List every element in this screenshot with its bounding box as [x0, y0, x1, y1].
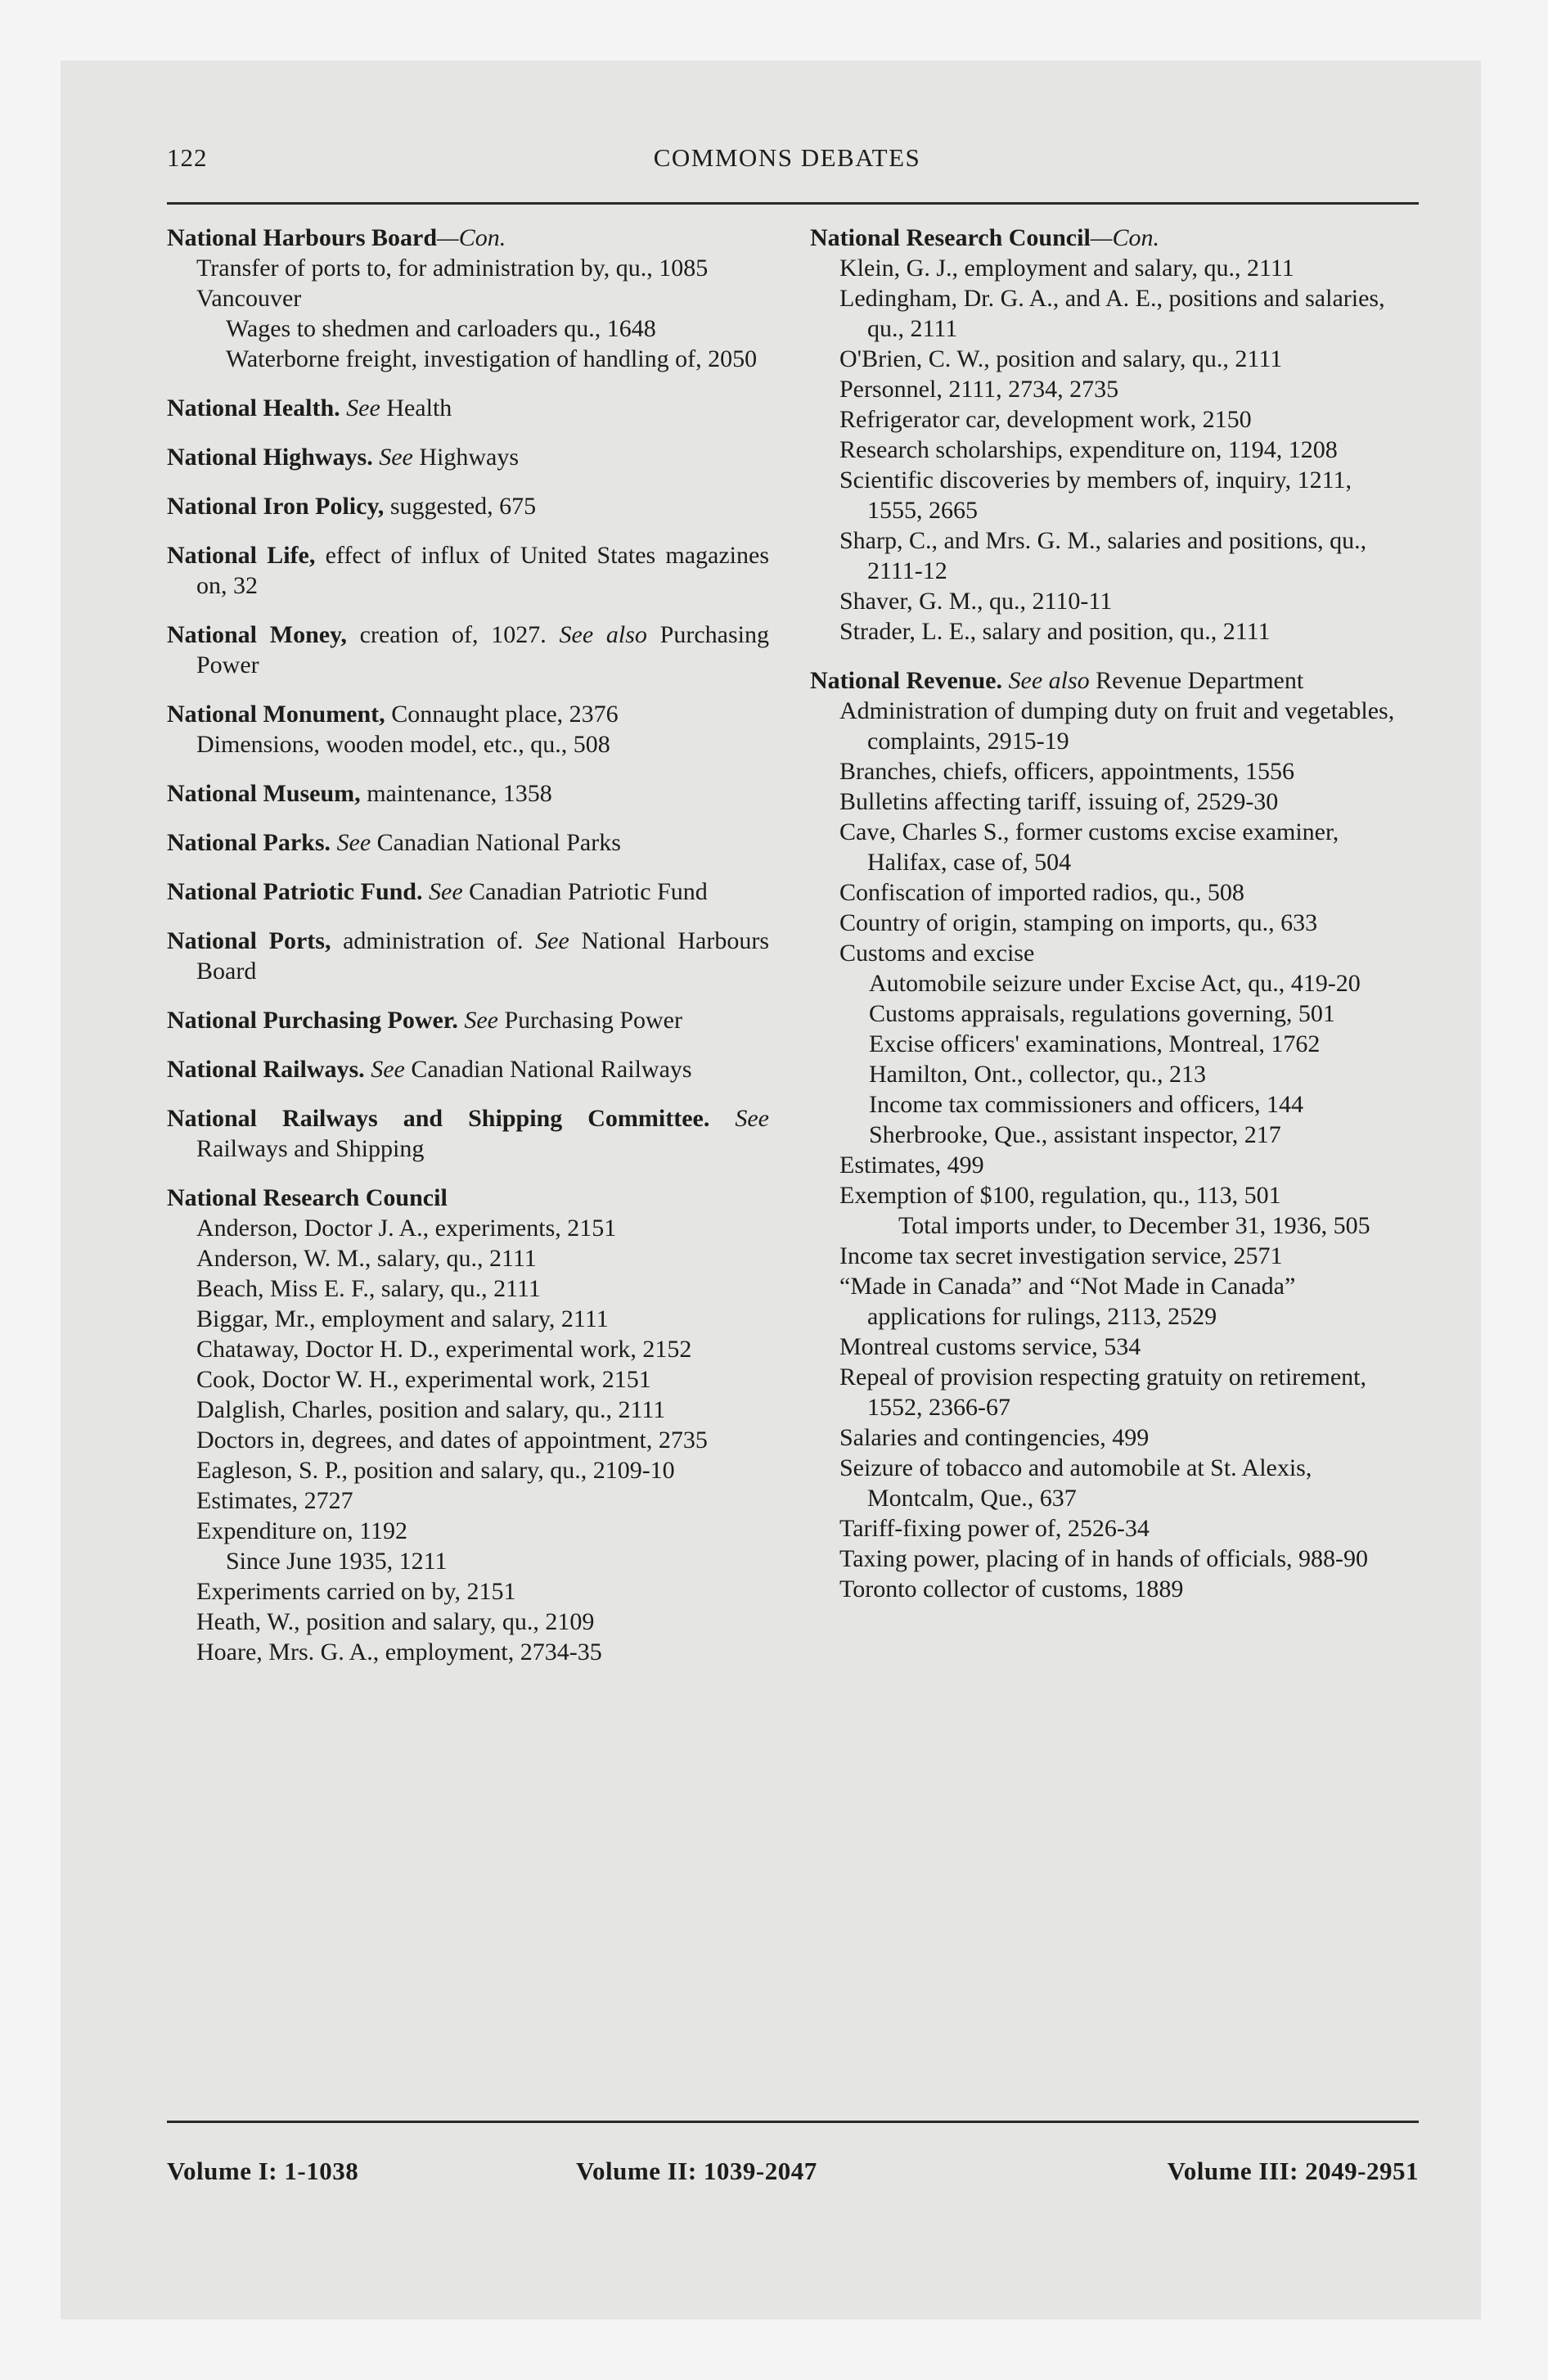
- sub-entry: Wages to shedmen and carloaders qu., 1648: [226, 315, 656, 342]
- see-reference: See: [429, 878, 463, 905]
- sub-entry: Customs and excise: [839, 940, 1035, 967]
- sub-entry: Excise officers' examinations, Montreal, 1762: [869, 1030, 1321, 1057]
- entry-text: suggested, 675: [389, 493, 537, 520]
- sub-entry-list: [810, 253, 1412, 647]
- index-entry: [167, 393, 769, 423]
- index-entry: [167, 926, 769, 986]
- sub-entry: Hamilton, Ont., collector, qu., 213: [869, 1061, 1207, 1088]
- entry-text: effect of influx of United States magazines on, 32: [196, 542, 769, 599]
- sub-entry: Confiscation of imported radios, qu., 508: [839, 879, 1244, 906]
- sub-entry: Taxing power, placing of in hands of officials, 988-90: [839, 1545, 1368, 1572]
- entry-heading: National Harbours Board: [167, 224, 438, 251]
- cross-reference: Canadian National Parks: [376, 829, 621, 856]
- sub-entry: Experiments carried on by, 2151: [196, 1578, 516, 1605]
- see-reference: See: [535, 927, 569, 954]
- entry-heading: National Research Council: [810, 224, 1091, 251]
- sub-entry: Income tax commissioners and officers, 144: [869, 1091, 1303, 1118]
- sub-entry: Scientific discoveries by members of, inquiry, 1211, 1555, 2665: [839, 467, 1352, 524]
- index-entry: [167, 1054, 769, 1084]
- see-reference: See also: [559, 621, 647, 648]
- sub-entry: Research scholarships, expenditure on, 1194, 1208: [839, 436, 1338, 463]
- sub-entry: Cave, Charles S., former customs excise examiner, Halifax, case of, 504: [839, 818, 1339, 876]
- sub-entry: Income tax secret investigation service, 2571: [839, 1242, 1283, 1269]
- volume-three-range: Volume III: 2049-2951: [1167, 2157, 1419, 2185]
- sub-entry: Eagleson, S. P., position and salary, qu., 2109-10: [196, 1457, 675, 1484]
- index-entry: [167, 540, 769, 601]
- sub-entry: Sharp, C., and Mrs. G. M., salaries and positions, qu., 2111-12: [839, 527, 1367, 584]
- index-entry: [810, 223, 1412, 253]
- sub-entry: Refrigerator car, development work, 2150: [839, 406, 1252, 433]
- sub-entry: Cook, Doctor W. H., experimental work, 2151: [196, 1366, 651, 1393]
- sub-entry: Vancouver: [196, 285, 302, 312]
- sub-entry: Automobile seizure under Excise Act, qu., 419-20: [869, 970, 1361, 997]
- entry-text: administration of.: [343, 927, 524, 954]
- sub-entry: “Made in Canada” and “Not Made in Canada” applications for rulings, 2113, 2529: [839, 1273, 1296, 1330]
- index-entry: [167, 1103, 769, 1164]
- sub-entry: Tariff-fixing power of, 2526-34: [839, 1515, 1150, 1542]
- index-entry: [167, 827, 769, 858]
- entry-heading: National Patriotic Fund.: [167, 878, 423, 905]
- entry-heading: National Life,: [167, 542, 316, 569]
- sub-entry: Since June 1935, 1211: [226, 1548, 448, 1575]
- sub-entry-list: [810, 1241, 1412, 1604]
- continued-marker: —Con.: [437, 224, 506, 251]
- entry-text: maintenance, 1358: [367, 780, 552, 807]
- sub-entry: Estimates, 2727: [196, 1487, 353, 1514]
- header-rule: [167, 202, 1419, 205]
- entry-heading: National Parks.: [167, 829, 331, 856]
- entry-heading: National Iron Policy,: [167, 493, 385, 520]
- index-entry: [167, 699, 769, 729]
- entry-heading: National Money,: [167, 621, 347, 648]
- footer-rule: [167, 2121, 1419, 2123]
- sub-entry: Total imports under, to December 31, 1936, 505: [898, 1212, 1370, 1239]
- sub-entry: Chataway, Doctor H. D., experimental work, 2152: [196, 1336, 692, 1363]
- sub-entry-list: [810, 968, 1412, 1150]
- page-number: 122: [167, 143, 208, 172]
- sub-entry-list: [810, 1150, 1412, 1210]
- entry-heading: National Revenue.: [810, 667, 1002, 694]
- index-entry: [167, 1183, 769, 1213]
- running-title: COMMONS DEBATES: [653, 143, 921, 172]
- sub-entry: Doctors in, degrees, and dates of appointment, 2735: [196, 1427, 708, 1454]
- index-column-right: [810, 223, 1412, 1604]
- sub-entry: Klein, G. J., employment and salary, qu., 2111: [839, 255, 1294, 282]
- sub-entry: Estimates, 499: [839, 1152, 984, 1179]
- entry-heading: National Railways and Shipping Committee.: [167, 1105, 710, 1132]
- sub-entry-list: [810, 696, 1412, 968]
- see-reference: See: [346, 394, 380, 421]
- entry-heading: National Monument,: [167, 701, 385, 728]
- index-entry: [167, 491, 769, 521]
- sub-entry: Beach, Miss E. F., salary, qu., 2111: [196, 1275, 541, 1302]
- index-entry: [167, 442, 769, 472]
- sub-entry: Shaver, G. M., qu., 2110-11: [839, 588, 1113, 615]
- see-reference: See: [464, 1007, 498, 1034]
- sub-entry: Heath, W., position and salary, qu., 2109: [196, 1608, 595, 1635]
- cross-reference: Purchasing Power: [504, 1007, 682, 1034]
- cross-reference: Railways and Shipping: [196, 1135, 425, 1162]
- sub-entry: Branches, chiefs, officers, appointments, 1556: [839, 758, 1294, 785]
- sub-entry: Seizure of tobacco and automobile at St. Alexis, Montcalm, Que., 637: [839, 1454, 1312, 1512]
- sub-entry: Bulletins affecting tariff, issuing of, 2529-30: [839, 788, 1279, 815]
- cross-reference: Revenue Department: [1096, 667, 1304, 694]
- sub-entry: Dimensions, wooden model, etc., qu., 508: [196, 731, 610, 758]
- entry-heading: National Research Council: [167, 1184, 448, 1211]
- sub-entry: Personnel, 2111, 2734, 2735: [839, 376, 1119, 403]
- see-reference: See: [379, 444, 413, 471]
- entry-heading: National Museum,: [167, 780, 361, 807]
- sub-entry: Administration of dumping duty on fruit and vegetables, complaints, 2915-19: [839, 697, 1395, 755]
- cross-reference: National Harbours Board: [196, 927, 770, 985]
- entry-heading: National Highways.: [167, 444, 373, 471]
- sub-entry-list: [167, 1213, 769, 1546]
- index-entry: [167, 778, 769, 809]
- index-entry: [167, 620, 769, 680]
- index-entry: [167, 1005, 769, 1035]
- volume-two-range: Volume II: 1039-2047: [576, 2157, 817, 2185]
- sub-entry: Sherbrooke, Que., assistant inspector, 217: [869, 1121, 1281, 1148]
- index-entry: [810, 665, 1412, 696]
- see-reference: See: [735, 1105, 769, 1132]
- sub-entry: Hoare, Mrs. G. A., employment, 2734-35: [196, 1639, 602, 1666]
- entry-text: Connaught place, 2376: [391, 701, 619, 728]
- sub-entry: O'Brien, C. W., position and salary, qu., 2111: [839, 345, 1283, 372]
- volume-footer: [167, 2157, 1419, 2189]
- sub-entry: Customs appraisals, regulations governing, 501: [869, 1000, 1335, 1027]
- sub-entry: Strader, L. E., salary and position, qu., 2111: [839, 618, 1271, 645]
- sub-entry: Transfer of ports to, for administration by, qu., 1085: [196, 255, 709, 282]
- sub-entry: Toronto collector of customs, 1889: [839, 1575, 1184, 1602]
- sub-entry: Waterborne freight, investigation of handling of, 2050: [226, 345, 758, 372]
- cross-reference: Highways: [419, 444, 520, 471]
- entry-heading: National Ports,: [167, 927, 331, 954]
- sub-entry: Anderson, Doctor J. A., experiments, 2151: [196, 1215, 617, 1242]
- entry-text: creation of, 1027.: [359, 621, 547, 648]
- see-reference: See: [336, 829, 371, 856]
- sub-entry: Biggar, Mr., employment and salary, 2111: [196, 1305, 609, 1332]
- sub-entry-list: [167, 1576, 769, 1667]
- continued-marker: —Con.: [1090, 224, 1159, 251]
- sub-entry: Country of origin, stamping on imports, qu., 633: [839, 909, 1318, 936]
- sub-entry: Exemption of $100, regulation, qu., 113, 501: [839, 1182, 1281, 1209]
- sub-entry: Montreal customs service, 534: [839, 1333, 1141, 1360]
- sub-entry: Expenditure on, 1192: [196, 1517, 408, 1544]
- cross-reference: Purchasing Power: [196, 621, 769, 678]
- see-reference: See also: [1008, 667, 1090, 694]
- index-entry: [167, 223, 769, 253]
- sub-entry: Salaries and contingencies, 499: [839, 1424, 1150, 1451]
- sub-entry: Repeal of provision respecting gratuity on retirement, 1552, 2366-67: [839, 1364, 1366, 1421]
- entry-heading: National Railways.: [167, 1056, 365, 1083]
- index-column-left: [167, 223, 769, 1667]
- index-entry: [167, 877, 769, 907]
- entry-heading: National Purchasing Power.: [167, 1007, 458, 1034]
- cross-reference: Canadian Patriotic Fund: [469, 878, 708, 905]
- entry-heading: National Health.: [167, 394, 340, 421]
- cross-reference: Canadian National Railways: [411, 1056, 692, 1083]
- see-reference: See: [371, 1056, 405, 1083]
- sub-entry: Anderson, W. M., salary, qu., 2111: [196, 1245, 537, 1272]
- volume-one-range: Volume I: 1-1038: [167, 2157, 359, 2185]
- sub-entry: Ledingham, Dr. G. A., and A. E., positions and salaries, qu., 2111: [839, 285, 1385, 342]
- sub-entry: Dalglish, Charles, position and salary, qu., 2111: [196, 1396, 666, 1423]
- cross-reference: Health: [386, 394, 452, 421]
